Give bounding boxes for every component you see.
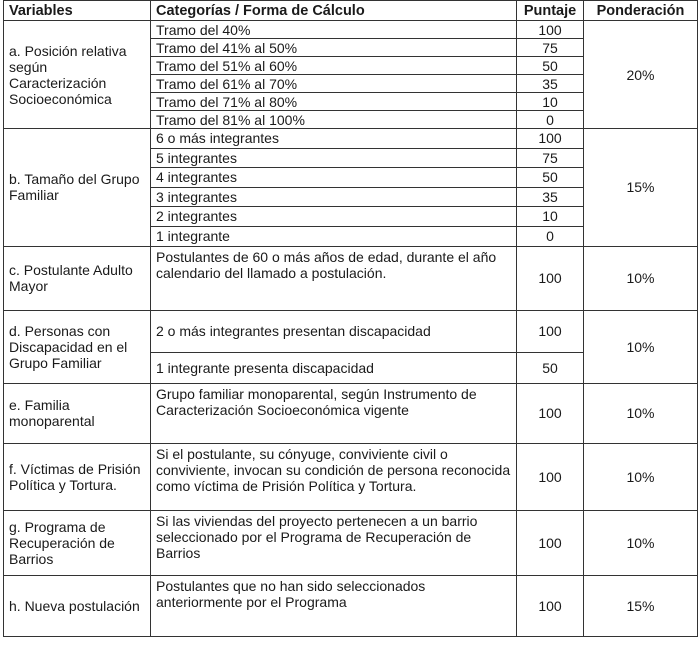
category-cell: 1 integrante [151, 226, 517, 246]
puntaje-cell: 50 [517, 57, 584, 75]
category-cell: 6 o más integrantes [151, 129, 517, 149]
table-row [4, 443, 698, 510]
category-cell: Tramo del 61% al 70% [151, 75, 517, 93]
ponderacion-cell: 20% [584, 21, 698, 129]
category-cell: 2 integrantes [151, 207, 517, 227]
table-row [4, 575, 698, 636]
category-cell: Tramo del 71% al 80% [151, 93, 517, 111]
puntaje-cell: 35 [517, 187, 584, 207]
category-cell: Tramo del 40% [151, 21, 517, 39]
puntaje-cell: 0 [517, 226, 584, 246]
puntaje-cell: 100 [517, 310, 584, 352]
category-cell: 2 o más integrantes presentan discapacidad [151, 310, 517, 352]
category-cell: Grupo familiar monoparental, según Instrumento de Caracterización Socioeconómica vigente [151, 383, 517, 443]
variable-cell: e. Familia monoparental [4, 383, 151, 443]
puntaje-cell: 50 [517, 168, 584, 188]
table-row [4, 129, 698, 149]
variable-cell: f. Víctimas de Prisión Política y Tortura. [4, 443, 151, 510]
category-cell: Si las viviendas del proyecto pertenecen a un barrio seleccionado por el Programa de Recuperación de Barrios [151, 510, 517, 575]
variable-cell: g. Programa de Recuperación de Barrios [4, 510, 151, 575]
variable-cell: c. Postulante Adulto Mayor [4, 246, 151, 310]
category-cell: 3 integrantes [151, 187, 517, 207]
category-cell: Tramo del 41% al 50% [151, 39, 517, 57]
puntaje-cell: 100 [517, 246, 584, 310]
puntaje-cell: 35 [517, 75, 584, 93]
ponderacion-cell: 10% [584, 310, 698, 383]
category-cell: Postulantes de 60 o más años de edad, durante el año calendario del llamado a postulación. [151, 246, 517, 310]
header-puntaje: Puntaje [517, 1, 584, 21]
puntaje-cell: 100 [517, 21, 584, 39]
ponderacion-cell: 10% [584, 246, 698, 310]
puntaje-cell: 0 [517, 111, 584, 129]
puntaje-cell: 100 [517, 510, 584, 575]
category-cell: Tramo del 81% al 100% [151, 111, 517, 129]
table-row [4, 310, 698, 352]
variable-cell: h. Nueva postulación [4, 575, 151, 636]
scoring-table [3, 0, 698, 637]
puntaje-cell: 75 [517, 148, 584, 168]
table-row [4, 246, 698, 310]
variable-cell: a. Posición relativa según Caracterización Socioeconómica [4, 21, 151, 129]
ponderacion-cell: 10% [584, 383, 698, 443]
variable-cell: d. Personas con Discapacidad en el Grupo Familiar [4, 310, 151, 383]
table-row [4, 510, 698, 575]
header-row [4, 1, 698, 21]
ponderacion-cell: 10% [584, 443, 698, 510]
header-categorias: Categorías / Forma de Cálculo [151, 1, 517, 21]
puntaje-cell: 75 [517, 39, 584, 57]
category-cell: 5 integrantes [151, 148, 517, 168]
table-row [4, 383, 698, 443]
puntaje-cell: 100 [517, 129, 584, 149]
ponderacion-cell: 15% [584, 575, 698, 636]
header-ponderacion: Ponderación [584, 1, 698, 21]
puntaje-cell: 10 [517, 93, 584, 111]
category-cell: 4 integrantes [151, 168, 517, 188]
puntaje-cell: 100 [517, 575, 584, 636]
puntaje-cell: 10 [517, 207, 584, 227]
ponderacion-cell: 10% [584, 510, 698, 575]
puntaje-cell: 100 [517, 443, 584, 510]
category-cell: Si el postulante, su cónyuge, conviviente civil o conviviente, invocan su condición de persona reconocida como víctima de Prisión Política y Tortura. [151, 443, 517, 510]
variable-cell: b. Tamaño del Grupo Familiar [4, 129, 151, 247]
category-cell: Postulantes que no han sido seleccionados anteriormente por el Programa [151, 575, 517, 636]
table-row [4, 21, 698, 39]
header-variables: Variables [4, 1, 151, 21]
category-cell: Tramo del 51% al 60% [151, 57, 517, 75]
category-cell: 1 integrante presenta discapacidad [151, 352, 517, 383]
puntaje-cell: 50 [517, 352, 584, 383]
puntaje-cell: 100 [517, 383, 584, 443]
ponderacion-cell: 15% [584, 129, 698, 247]
